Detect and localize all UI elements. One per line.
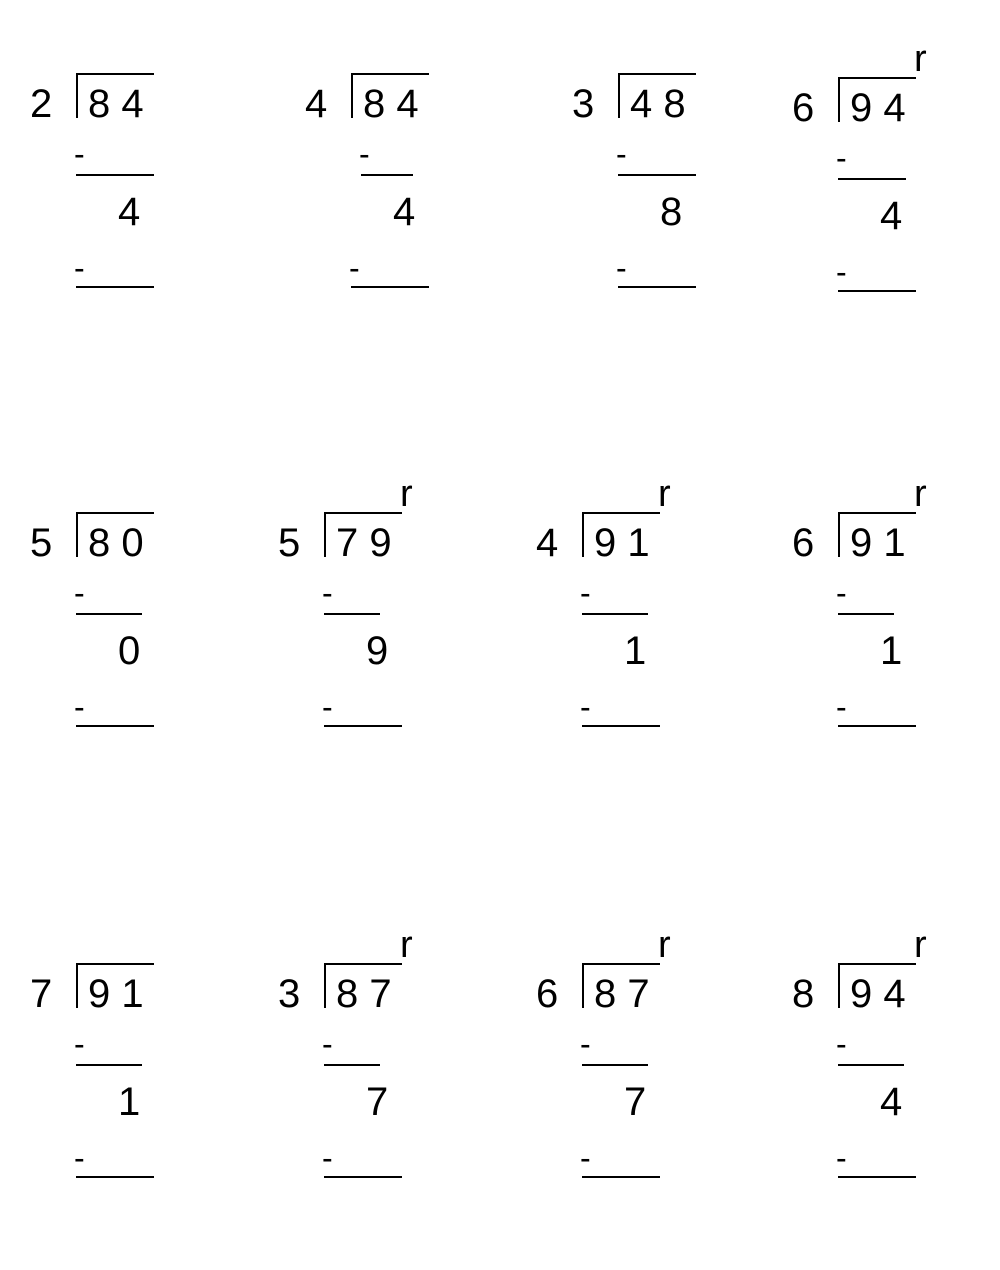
bring-down-digit: 8: [660, 190, 683, 234]
division-bracket-top: [324, 512, 402, 514]
division-problem: [536, 924, 776, 1270]
division-bracket-bar: [351, 74, 353, 118]
divisor: 3: [278, 972, 301, 1016]
bring-down-digit: 0: [118, 629, 141, 673]
minus-sign: -: [836, 575, 847, 611]
division-bracket-top: [351, 73, 429, 75]
division-bracket-bar: [582, 513, 584, 557]
dividend: 9 1: [850, 521, 906, 565]
division-bracket-top: [76, 73, 154, 75]
dividend: 9 1: [88, 972, 144, 1016]
minus-sign: -: [836, 1140, 847, 1176]
division-bracket-bar: [76, 964, 78, 1008]
division-bracket-top: [582, 963, 660, 965]
answer-line: [582, 725, 660, 727]
dividend: 8 0: [88, 521, 144, 565]
minus-sign: -: [359, 136, 370, 172]
divisor: 5: [278, 521, 301, 565]
minus-sign: -: [322, 689, 333, 725]
minus-sign: -: [74, 136, 85, 172]
division-problem: [536, 473, 776, 819]
division-problem: [30, 519, 270, 819]
bring-down-digit: 4: [118, 190, 141, 234]
minus-sign: -: [580, 1026, 591, 1062]
answer-line: [324, 1176, 402, 1178]
answer-line: [838, 290, 916, 292]
bring-down-digit: 7: [366, 1080, 389, 1124]
answer-line: [582, 613, 648, 615]
answer-line: [76, 613, 142, 615]
dividend: 8 4: [363, 82, 419, 126]
division-problem: [792, 473, 1000, 819]
division-bracket-bar: [838, 964, 840, 1008]
division-bracket-top: [838, 512, 916, 514]
divisor: 5: [30, 521, 53, 565]
bring-down-digit: 4: [880, 1080, 903, 1124]
bring-down-digit: 4: [393, 190, 416, 234]
division-bracket-bar: [618, 74, 620, 118]
answer-line: [838, 178, 906, 180]
answer-line: [76, 725, 154, 727]
answer-line: [76, 1176, 154, 1178]
bring-down-digit: 1: [118, 1080, 141, 1124]
division-bracket-top: [838, 963, 916, 965]
remainder-mark: r: [658, 924, 671, 966]
dividend: 7 9: [336, 521, 392, 565]
remainder-mark: r: [914, 924, 927, 966]
bring-down-digit: 4: [880, 194, 903, 238]
division-bracket-bar: [838, 513, 840, 557]
answer-line: [76, 174, 154, 176]
minus-sign: -: [836, 1026, 847, 1062]
division-problem: [30, 970, 270, 1270]
answer-line: [838, 1176, 916, 1178]
division-bracket-bar: [76, 513, 78, 557]
divisor: 8: [792, 972, 815, 1016]
answer-line: [324, 613, 380, 615]
answer-line: [361, 174, 413, 176]
answer-line: [351, 286, 429, 288]
answer-line: [838, 613, 894, 615]
answer-line: [582, 1176, 660, 1178]
minus-sign: -: [349, 250, 360, 286]
division-problem: [278, 924, 518, 1270]
minus-sign: -: [74, 1026, 85, 1062]
minus-sign: -: [580, 575, 591, 611]
division-bracket-top: [324, 963, 402, 965]
dividend: 8 7: [336, 972, 392, 1016]
answer-line: [618, 174, 696, 176]
minus-sign: -: [836, 140, 847, 176]
division-problem: [792, 924, 1000, 1270]
answer-line: [76, 286, 154, 288]
answer-line: [324, 725, 402, 727]
minus-sign: -: [74, 689, 85, 725]
bring-down-digit: 1: [880, 629, 903, 673]
remainder-mark: r: [914, 38, 927, 80]
bring-down-digit: 1: [624, 629, 647, 673]
divisor: 3: [572, 82, 595, 126]
minus-sign: -: [322, 575, 333, 611]
answer-line: [618, 286, 696, 288]
remainder-mark: r: [658, 473, 671, 515]
minus-sign: -: [580, 1140, 591, 1176]
division-bracket-top: [76, 963, 154, 965]
division-bracket-bar: [324, 964, 326, 1008]
divisor: 6: [536, 972, 559, 1016]
division-bracket-bar: [324, 513, 326, 557]
division-bracket-top: [582, 512, 660, 514]
minus-sign: -: [74, 250, 85, 286]
remainder-mark: r: [400, 473, 413, 515]
divisor: 6: [792, 521, 815, 565]
division-problem: [792, 38, 1000, 384]
division-bracket-top: [618, 73, 696, 75]
answer-line: [582, 1064, 648, 1066]
minus-sign: -: [74, 575, 85, 611]
division-bracket-bar: [76, 74, 78, 118]
minus-sign: -: [616, 136, 627, 172]
divisor: 2: [30, 82, 53, 126]
dividend: 4 8: [630, 82, 686, 126]
remainder-mark: r: [914, 473, 927, 515]
division-problem: [572, 80, 815, 380]
division-problem: [30, 80, 270, 380]
division-bracket-bar: [838, 78, 840, 122]
dividend: 8 4: [88, 82, 144, 126]
minus-sign: -: [74, 1140, 85, 1176]
minus-sign: -: [836, 254, 847, 290]
minus-sign: -: [616, 250, 627, 286]
divisor: 4: [305, 82, 328, 126]
dividend: 8 7: [594, 972, 650, 1016]
answer-line: [838, 1064, 904, 1066]
bring-down-digit: 9: [366, 629, 389, 673]
division-bracket-top: [838, 77, 916, 79]
answer-line: [324, 1064, 380, 1066]
dividend: 9 4: [850, 972, 906, 1016]
bring-down-digit: 7: [624, 1080, 647, 1124]
divisor: 6: [792, 86, 815, 130]
divisor: 7: [30, 972, 53, 1016]
minus-sign: -: [322, 1140, 333, 1176]
minus-sign: -: [580, 689, 591, 725]
answer-line: [838, 725, 916, 727]
answer-line: [76, 1064, 142, 1066]
divisor: 4: [536, 521, 559, 565]
dividend: 9 1: [594, 521, 650, 565]
remainder-mark: r: [400, 924, 413, 966]
division-bracket-bar: [582, 964, 584, 1008]
minus-sign: -: [836, 689, 847, 725]
division-problem: [278, 473, 518, 819]
division-problem: [305, 80, 545, 380]
dividend: 9 4: [850, 86, 906, 130]
minus-sign: -: [322, 1026, 333, 1062]
division-bracket-top: [76, 512, 154, 514]
